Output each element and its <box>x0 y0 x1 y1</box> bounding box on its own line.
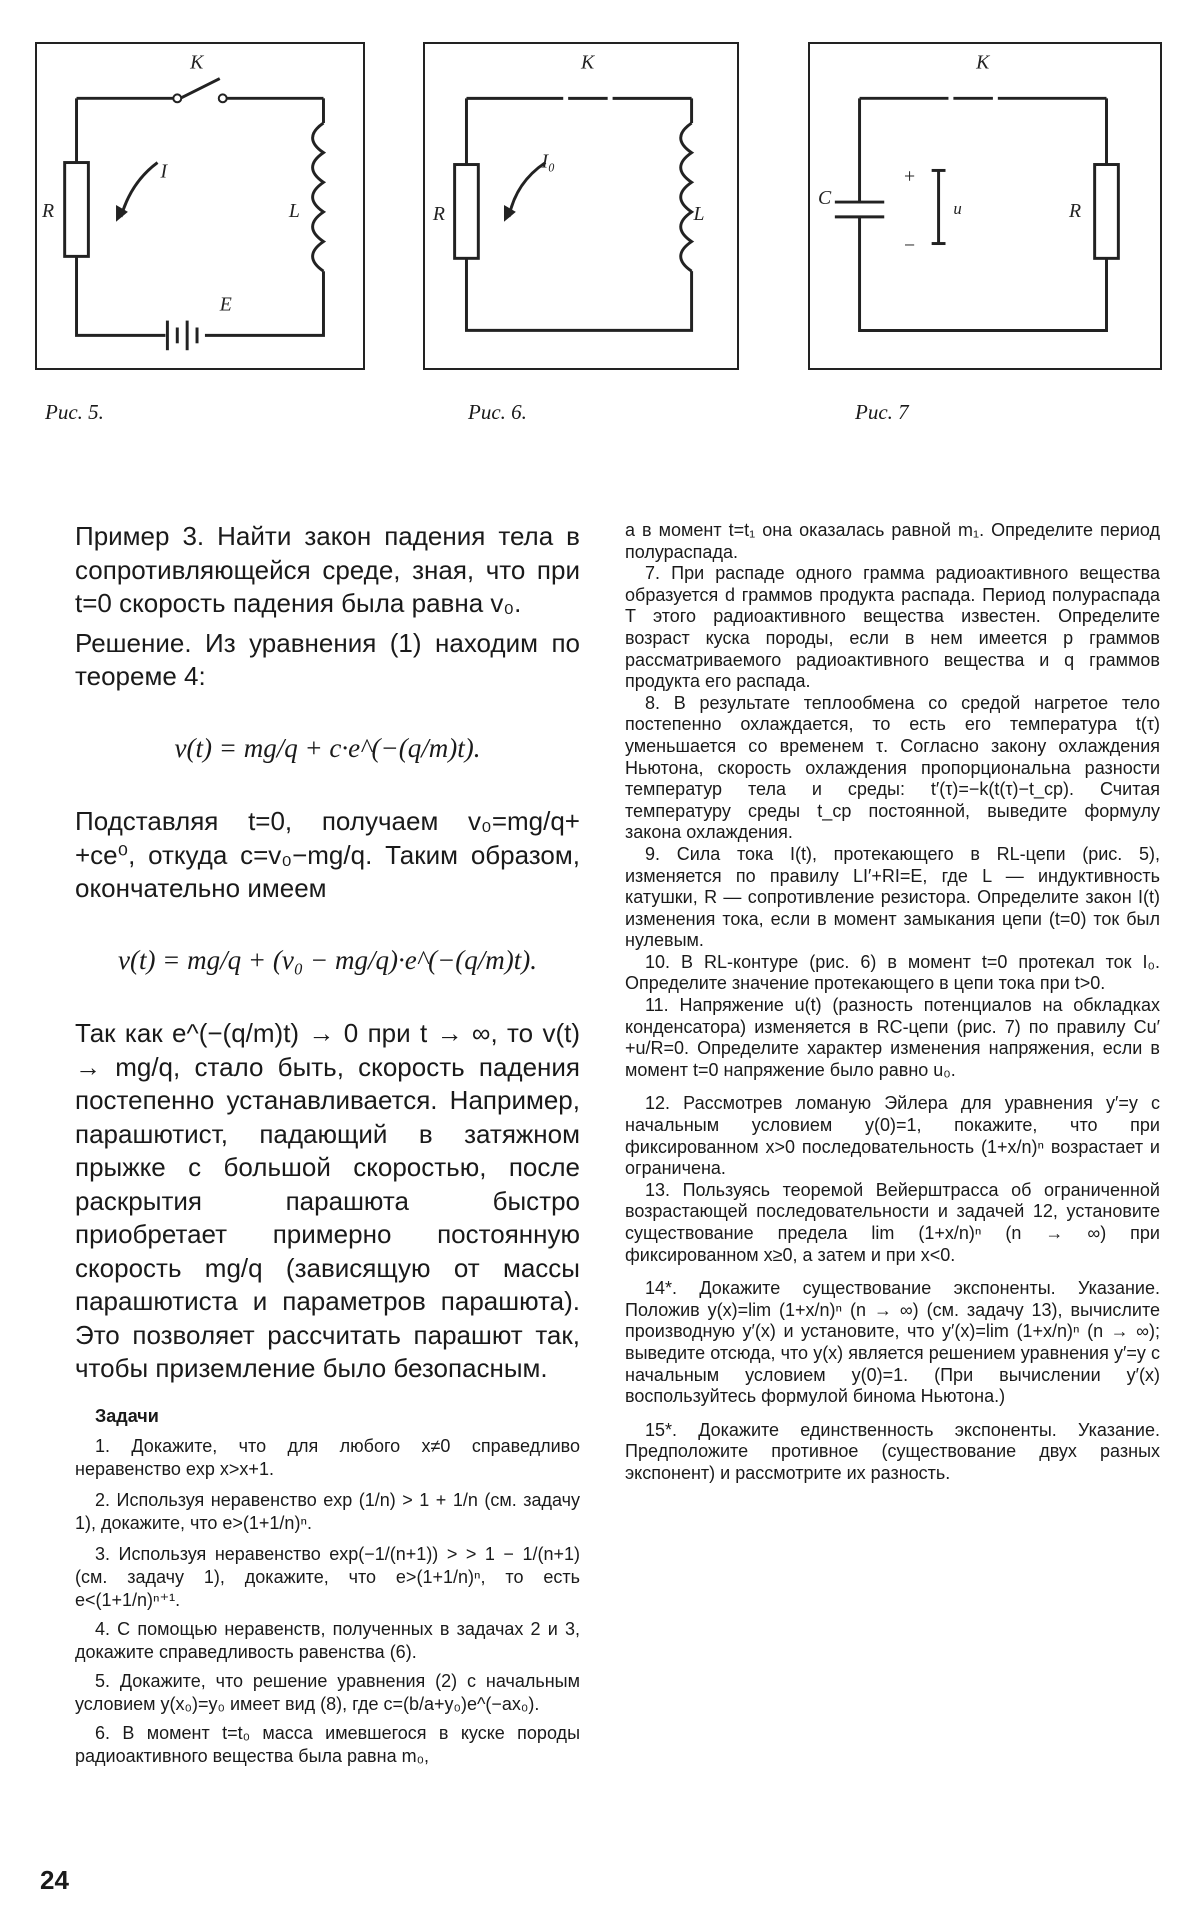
inductor-label: L <box>288 199 300 222</box>
left-column <box>75 520 580 1768</box>
rl-circuit-diagram <box>425 44 737 368</box>
task-2: 2. Используя неравенство exp (1/n) > 1 + 1/n (см. задачу 1), докажите, что e>(1+1/n)ⁿ. <box>75 1490 580 1533</box>
voltage-label: u <box>953 198 962 218</box>
task-6-continued: а в момент t=t₁ она оказалась равной m₁. Определите период полураспада. <box>625 520 1160 562</box>
rl-circuit-with-source-diagram <box>37 44 363 368</box>
figure-5 <box>35 42 365 370</box>
task-9: 9. Сила тока I(t), протекающего в RL-цепи (рис. 5), изменяется по правилу LI′+RI=E, где L — индуктивность катушки, R — сопротивление резистора. Определите закон I(t) изменения тока, если в момент замыкания цепи (t=0) ток был нулевым. <box>625 843 1160 951</box>
right-column <box>625 520 1160 1485</box>
task-15: 15*. Докажите единственность экспоненты. Указание. Предположите противное (существование двух разных экспонент) и рассмотрите их разность. <box>625 1419 1160 1483</box>
capacitor-label: C <box>818 187 832 210</box>
tasks-list <box>75 1435 580 1768</box>
task-7: 7. При распаде одного грамма радиоактивного вещества образуется d граммов продукта распада. Период полураспада T этого радиоактивного вещества известен. Определите возраст куска породы, если в нем имеется p граммов рассматриваемого радиоактивного вещества и q граммов продукта его распада. <box>625 563 1160 692</box>
resistor-label: R <box>1068 199 1082 222</box>
page-number: 24 <box>40 1865 69 1895</box>
task-1: 1. Докажите, что для любого x≠0 справедливо неравенство exp x>x+1. <box>75 1436 580 1479</box>
switch-label: K <box>976 51 990 74</box>
tasks-heading: Задачи <box>95 1405 159 1426</box>
task-4: 4. С помощью неравенств, полученных в задачах 2 и 3, докажите справедливость равенства (6). <box>75 1619 580 1662</box>
switch-label: K <box>581 51 595 74</box>
task-13: 13. Пользуясь теоремой Вейерштрасса об ограниченной возрастающей последовательности и задачей 12, установите существование предела lim (1+x/n)ⁿ (n → ∞) при фиксированном x≥0, а затем и при x<0. <box>625 1179 1160 1265</box>
solution-intro: Решение. Из уравнения (1) находим по теореме 4: <box>75 627 580 691</box>
task-11: 11. Напряжение u(t) (разность потенциалов на обкладках конденсатора) изменяется в RC-цепи (рис. 7) по правилу Cu′+u/R=0. Определите характер изменения напряжения, если в момент t=0 напряжение было равно u₀. <box>625 995 1160 1080</box>
task-6: 6. В момент t=t₀ масса имевшегося в куске породы радиоактивного вещества была равна m₀, <box>75 1723 580 1766</box>
current-label: I₀ <box>541 150 555 173</box>
conclusion-text: Так как e^(−(q/m)t) → 0 при t → ∞, то v(t) → mg/q, стало быть, скорость падения постепенно устанавливается. Например, парашютист, падающий в затяжном прыжке с большой скоростью, после раскрытия парашюта быстро приобретает примерно постоянную скорость mg/q (зависящую от массы парашютиста и параметров парашюта). Это позволяет рассчитать парашют так, чтобы приземление было безопасным. <box>75 1018 580 1383</box>
figure-6-caption: Рис. 6. <box>468 400 527 424</box>
task-5: 5. Докажите, что решение уравнения (2) с начальным условием y(x₀)=y₀ имеет вид (8), где c=(b/a+y₀)e^(−ax₀). <box>75 1671 580 1714</box>
substitution-text: Подставляя t=0, получаем v₀=mg/q+ +ce⁰, откуда c=v₀−mg/q. Таким образом, окончательно имеем <box>75 806 580 903</box>
task-8: 8. В результате теплообмена со средой нагретое тело постепенно охлаждается, то есть его температура t(τ) уменьшается со временем τ. Согласно закону охлаждения Ньютона, скорость охлаждения пропорциональна разности температур тела и среды: t′(τ)=−k(t(τ)−t_ср). Считая температуру среды t_ср постоянной, выведите формулу закона охлаждения. <box>625 692 1160 843</box>
example-statement: Пример 3. Найти закон падения тела в сопротивляющейся среде, зная, что при t=0 скорость падения была равна v₀. <box>75 521 580 618</box>
task-12: 12. Рассмотрев ломаную Эйлера для уравнения y′=y с начальным условием y(0)=1, покажите, что при фиксированном x>0 последовательность (1+x/n)ⁿ возрастает и ограничена. <box>625 1093 1160 1179</box>
rc-circuit-diagram <box>810 44 1160 368</box>
formula-1: v(t) = mg/q + c·e^(−(q/m)t). <box>174 732 481 763</box>
source-label: E <box>219 293 232 316</box>
figure-7-caption: Рис. 7 <box>855 400 909 424</box>
formula-2: v(t) = mg/q + (v₀ − mg/q)·e^(−(q/m)t). <box>117 944 538 975</box>
task-10: 10. В RL-контуре (рис. 6) в момент t=0 протекал ток I₀. Определите значение протекающего в цепи тока при t>0. <box>625 951 1160 994</box>
inductor-label: L <box>693 202 705 225</box>
figure-7 <box>808 42 1162 370</box>
resistor-label: R <box>41 199 55 222</box>
resistor-label: R <box>432 202 445 225</box>
plus-sign: + <box>904 165 916 188</box>
figure-5-caption: Рис. 5. <box>45 400 104 424</box>
task-3: 3. Используя неравенство exp(−1/(n+1)) > > 1 − 1/(n+1) (см. задачу 1), докажите, что e>(1+1/n)ⁿ, то есть e<(1+1/n)ⁿ⁺¹. <box>75 1544 580 1610</box>
switch-label: K <box>190 51 204 74</box>
task-14: 14*. Докажите существование экспоненты. Указание. Положив y(x)=lim (1+x/n)ⁿ (n → ∞) (см. задачу 13), вычислите производную y′(x) и установите, что y′(x)=lim (1+x/n)ⁿ (n → ∞); выведите отсюда, что y(x) является решением уравнения y′=y с начальным условием y(0)=1. (При вычислении y′(x) воспользуйтесь формулой бинома Ньютона.) <box>625 1278 1160 1407</box>
minus-sign: − <box>904 234 916 257</box>
current-label: I <box>160 160 168 183</box>
figure-6 <box>423 42 739 370</box>
